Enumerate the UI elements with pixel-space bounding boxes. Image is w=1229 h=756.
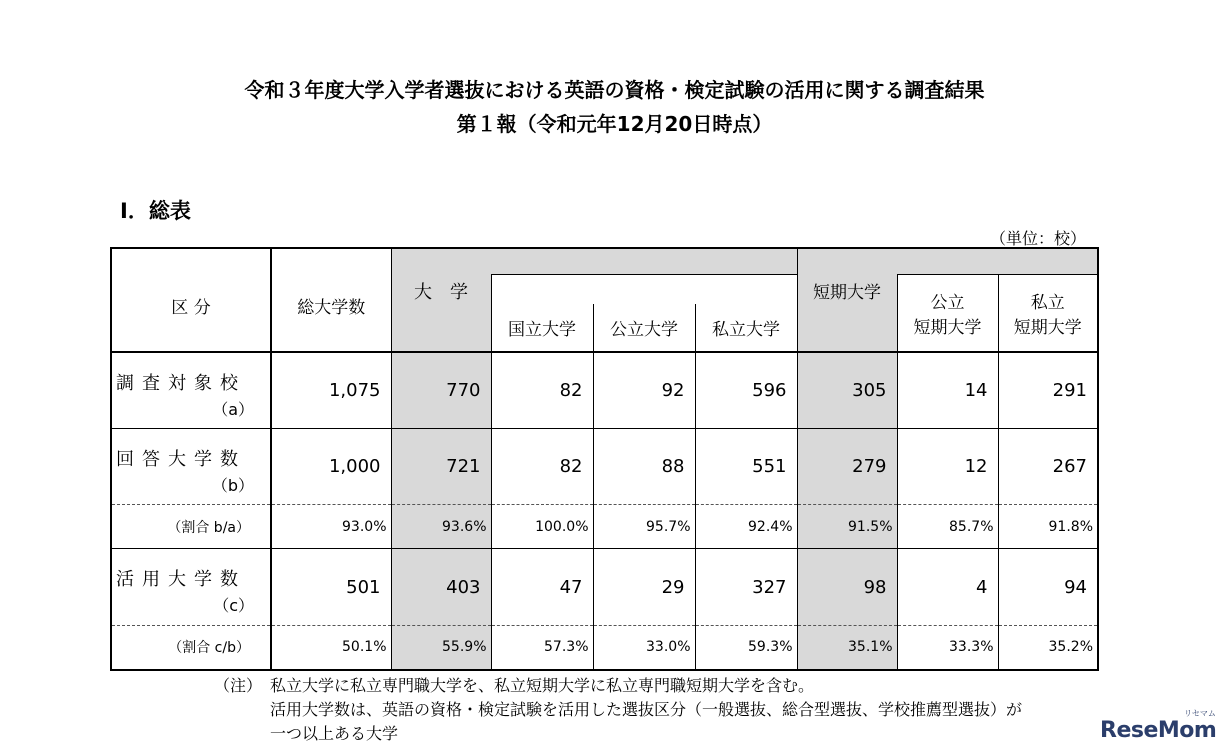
watermark-logo: ReseMom [1100, 718, 1217, 743]
header-private-junior-line1: 私立 [1030, 292, 1065, 313]
note-line-2: 活用大学数は、英語の資格・検定試験を活用した選抜区分（一般選抜、総合型選抜、学校推薦型選抜）が [270, 700, 1023, 719]
page-subtitle: 第１報（令和元年12月20日時点） [456, 112, 773, 136]
note-mark: （注） [214, 676, 263, 695]
header-public-junior-line1: 公立 [930, 292, 965, 313]
cell-ratio-ba-public: 95.7% [593, 505, 695, 549]
cell-using-private: 327 [695, 549, 797, 626]
header-public: 公立大学 [593, 304, 695, 352]
cell-target-private: 596 [695, 352, 797, 429]
header-category: 区 分 [111, 248, 271, 352]
cell-using-national: 47 [491, 549, 593, 626]
header-public-junior [897, 274, 998, 352]
table-row [111, 549, 1098, 626]
unit-label: （単位：校） [990, 229, 1087, 248]
row-label-text: 回答大学数 [116, 449, 246, 470]
cell-answered-public: 88 [593, 429, 695, 505]
cell-ratio-cb-public: 33.0% [593, 626, 695, 670]
summary-table [110, 247, 1099, 671]
row-label-answered-ratio: （割合 b/a） [111, 505, 271, 549]
section-title: Ⅰ．総表 [120, 199, 191, 223]
cell-answered-national: 82 [491, 429, 593, 505]
cell-ratio-ba-total: 93.0% [271, 505, 391, 549]
cell-ratio-ba-public-junior: 85.7% [897, 505, 998, 549]
cell-using-public: 29 [593, 549, 695, 626]
header-national: 国立大学 [491, 304, 593, 352]
cell-using-total: 501 [271, 549, 391, 626]
cell-ratio-ba-junior: 91.5% [797, 505, 897, 549]
cell-using-public-junior: 4 [897, 549, 998, 626]
table-row [111, 352, 1098, 429]
row-label-sub: （a） [212, 400, 254, 419]
notes [214, 674, 1022, 746]
cell-target-university: 770 [391, 352, 491, 429]
row-label-target [111, 352, 271, 429]
cell-ratio-ba-private: 92.4% [695, 505, 797, 549]
table-row [111, 626, 1098, 670]
header-private-junior-line2: 短期大学 [1013, 317, 1082, 338]
table-row [111, 429, 1098, 505]
cell-target-public: 92 [593, 352, 695, 429]
row-label-using-ratio: （割合 c/b） [111, 626, 271, 670]
header-university: 大 学 [391, 274, 491, 352]
row-label-text: 活用大学数 [116, 569, 246, 590]
note-line-3: 一つ以上ある大学 [270, 724, 399, 743]
cell-ratio-ba-university: 93.6% [391, 505, 491, 549]
row-label-text: 調査対象校 [116, 373, 246, 394]
cell-answered-university: 721 [391, 429, 491, 505]
cell-ratio-ba-national: 100.0% [491, 505, 593, 549]
row-label-sub: （c） [213, 596, 254, 615]
cell-target-national: 82 [491, 352, 593, 429]
cell-target-total: 1,075 [271, 352, 391, 429]
cell-target-public-junior: 14 [897, 352, 998, 429]
cell-using-university: 403 [391, 549, 491, 626]
cell-ratio-cb-private-junior: 35.2% [998, 626, 1098, 670]
cell-answered-public-junior: 12 [897, 429, 998, 505]
cell-answered-total: 1,000 [271, 429, 391, 505]
header-total: 総大学数 [271, 248, 391, 352]
cell-ratio-cb-total: 50.1% [271, 626, 391, 670]
header-public-junior-line2: 短期大学 [913, 317, 982, 338]
cell-answered-junior: 279 [797, 429, 897, 505]
cell-ratio-cb-national: 57.3% [491, 626, 593, 670]
cell-ratio-cb-public-junior: 33.3% [897, 626, 998, 670]
watermark-small: リセマム [1184, 709, 1216, 718]
row-label-sub: （b） [211, 476, 254, 495]
row-label-answered [111, 429, 271, 505]
cell-ratio-cb-university: 55.9% [391, 626, 491, 670]
cell-answered-private: 551 [695, 429, 797, 505]
cell-using-junior: 98 [797, 549, 897, 626]
note-line-1: 私立大学に私立専門職大学を、私立短期大学に私立専門職短期大学を含む。 [270, 676, 815, 695]
cell-ratio-ba-private-junior: 91.8% [998, 505, 1098, 549]
cell-ratio-cb-private: 59.3% [695, 626, 797, 670]
cell-target-private-junior: 291 [998, 352, 1098, 429]
cell-using-private-junior: 94 [998, 549, 1098, 626]
row-label-using [111, 549, 271, 626]
table-row [111, 505, 1098, 549]
cell-ratio-cb-junior: 35.1% [797, 626, 897, 670]
page-title: 令和３年度大学入学者選抜における英語の資格・検定試験の活用に関する調査結果 [244, 78, 985, 102]
cell-target-junior: 305 [797, 352, 897, 429]
header-private-junior [998, 274, 1098, 352]
header-private: 私立大学 [695, 304, 797, 352]
cell-answered-private-junior: 267 [998, 429, 1098, 505]
header-junior: 短期大学 [797, 274, 897, 352]
